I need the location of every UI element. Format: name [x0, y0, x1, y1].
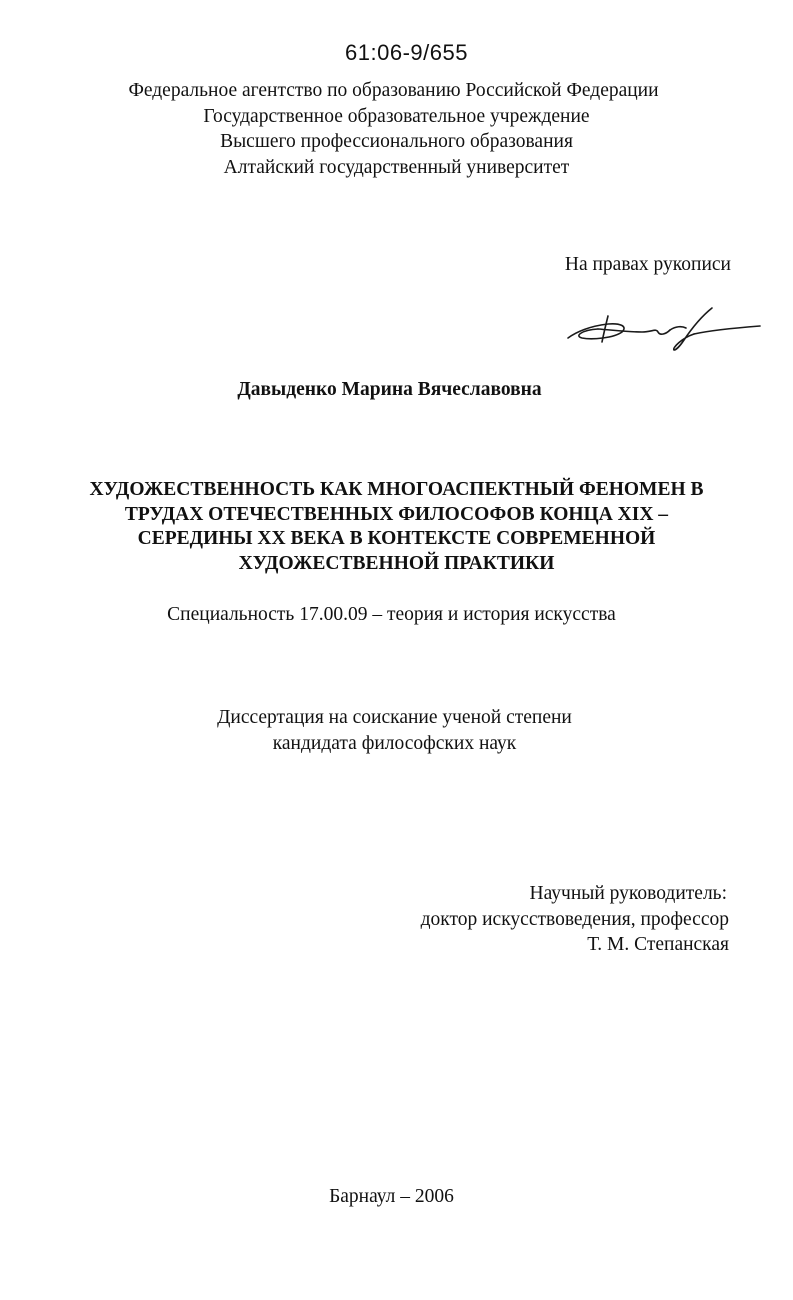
- specialty-text: Специальность 17.00.09 – теория и история искусства: [167, 604, 616, 625]
- city-year-text: Барнаул – 2006: [329, 1186, 454, 1207]
- title-line: ТРУДАХ ОТЕЧЕСТВЕННЫХ ФИЛОСОФОВ КОНЦА XIX –: [124, 503, 669, 525]
- specialty: [0, 604, 793, 626]
- manuscript-rights: На правах рукописи: [564, 254, 731, 275]
- title-line: ХУДОЖЕСТВЕННОСТЬ КАК МНОГОАСПЕКТНЫЙ ФЕНОМЕН В: [89, 479, 704, 500]
- supervisor-block: [421, 881, 729, 958]
- institution-line: Государственное образовательное учреждение: [203, 105, 590, 127]
- dissertation-title: [60, 478, 733, 576]
- supervisor-name: Т. М. Степанская: [587, 934, 729, 955]
- city-year: [0, 1186, 793, 1208]
- archive-code: [0, 40, 793, 66]
- institution-line: Федеральное агентство по образованию Российской Федерации: [128, 80, 659, 101]
- supervisor-label: Научный руководитель:: [529, 883, 727, 904]
- degree-line: кандидата философских наук: [272, 732, 517, 754]
- author-name: [0, 379, 793, 401]
- archive-code-text: 61:06-9/655: [345, 40, 468, 65]
- institution-block: [0, 78, 793, 180]
- institution-line: Алтайский государственный университет: [223, 156, 570, 178]
- institution-line: Высшего профессионального образования: [220, 131, 573, 152]
- title-line: СЕРЕДИНЫ XX ВЕКА В КОНТЕКСТЕ СОВРЕМЕННОЙ: [137, 528, 656, 549]
- degree-statement: [0, 705, 793, 756]
- title-line: ХУДОЖЕСТВЕННОЙ ПРАКТИКИ: [238, 552, 555, 574]
- author-name-text: Давыденко Марина Вячеславовна: [237, 379, 542, 400]
- signature-icon: [562, 302, 762, 354]
- degree-line: Диссертация на соискание ученой степени: [217, 707, 572, 728]
- supervisor-degree: доктор искусствоведения, профессор: [420, 908, 729, 930]
